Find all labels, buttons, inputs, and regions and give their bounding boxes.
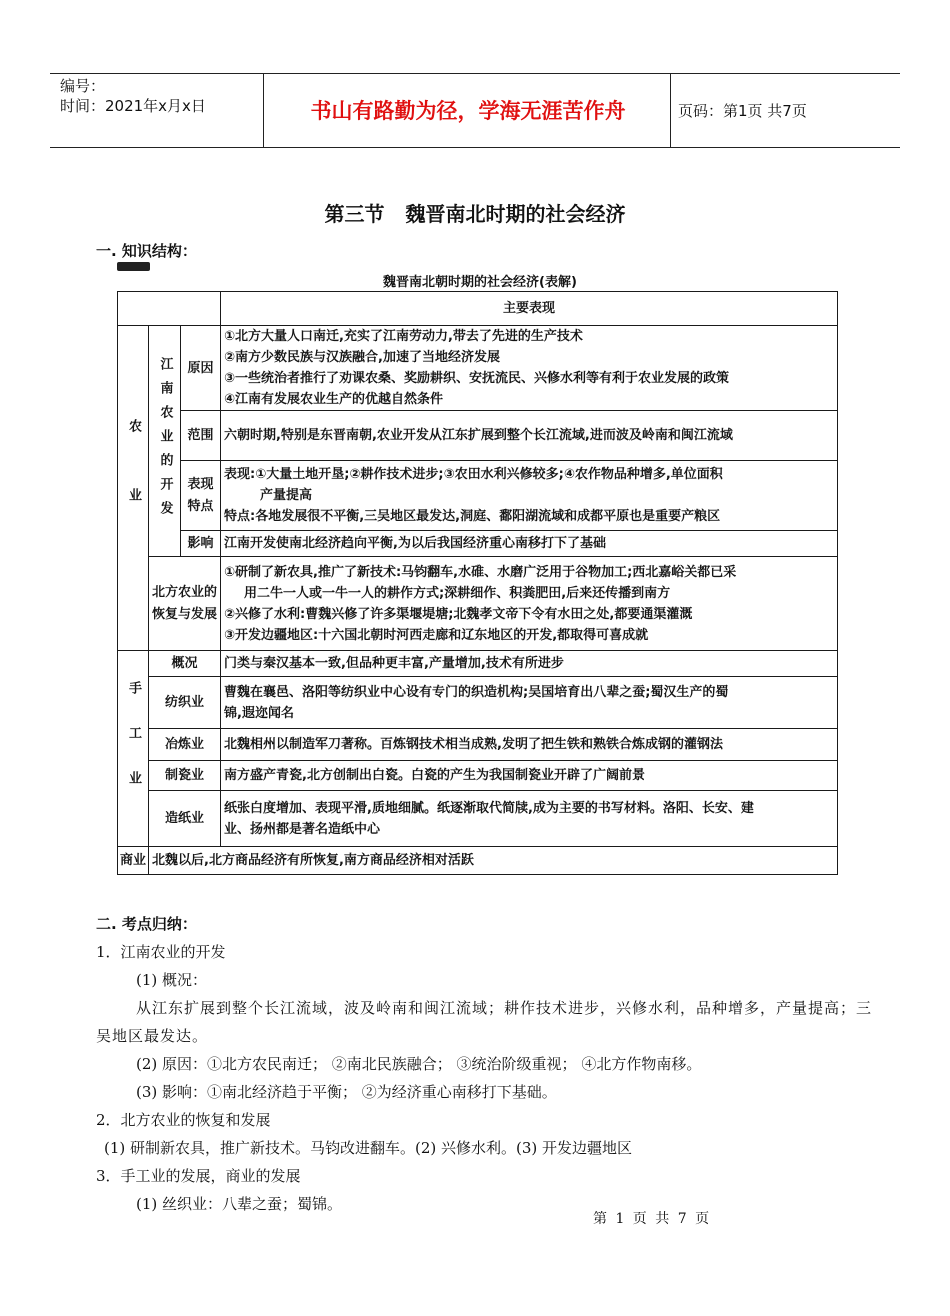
point-line: (1) 研制新农具，推广新技术。马钧改进翻车。(2) 兴修水利。(3) 开发边疆地区 [104,1139,633,1157]
header-top-rule [50,73,900,74]
feature-label-text: 表现特点 [187,476,214,514]
table-caption: 魏晋南北朝时期的社会经济(表解) [383,275,577,290]
north-line: ①研制了新农具,推广了新技术:马钧翻车,水碓、水磨广泛用于谷物加工;西北嘉峪关都已采 [224,564,737,580]
textile-line: 锦,遐迩闻名 [224,705,294,721]
scope-label: 范围 [181,411,221,461]
table-row [118,761,838,791]
agriculture-label: 农业 [126,419,141,557]
feature-label [181,461,221,531]
header-divider-left [263,73,264,147]
table-row [118,791,838,847]
feature-line: 表现:①大量土地开垦;②耕作技术进步;③农田水利兴修较多;④农作物品种增多,单位面积 [224,467,723,482]
subcategory-jiangnan [149,326,181,557]
north-line: ③开发边疆地区:十六国北朝时河西走廊和辽东地区的开发,都取得可喜成就 [224,627,649,643]
table-row [118,557,838,651]
key-points [96,910,876,1218]
point-heading: 1．江南农业的开发 [96,943,226,961]
point-heading: 3．手工业的发展，商业的发展 [96,1167,301,1185]
north-label: 北方农业的恢复与发展 [149,557,221,651]
scan-mark [117,262,150,271]
section-heading-structure: 一. 知识结构： [96,242,197,260]
north-cell [221,557,838,651]
handicraft-label: 手工业 [126,681,141,816]
commerce-label: 商业 [118,847,149,875]
table-row [118,729,838,761]
category-agriculture [118,326,149,651]
table-header-row [118,292,838,326]
header-page-number: 页码：第1页 共7页 [678,102,807,120]
impact-label: 影响 [181,531,221,557]
point-line: (1) 丝织业：八辈之蚕；蜀锦。 [136,1195,343,1213]
point-paragraph: 从江东扩展到整个长江流域，波及岭南和闽江流域；耕作技术进步，兴修水利，品种增多，产量提高；三吴地区最发达。 [96,999,873,1045]
north-line: ②兴修了水利:曹魏兴修了许多渠堰堤塘;北魏孝文帝下令有水田之处,都要通渠灌溉 [224,606,693,622]
reasons-cell [221,326,838,411]
knowledge-table [117,291,838,875]
scope-cell: 六朝时期,特别是东晋南朝,农业开发从江东扩展到整个长江流域,进而波及岭南和闽江流域 [221,411,838,461]
paper-line: 业、扬州都是著名造纸中心 [224,821,381,837]
table-row [118,411,838,461]
header-time: 时间：2021年x月x日 [60,97,206,115]
header-motto: 书山有路勤为径，学海无涯苦作舟 [310,99,626,123]
point-line: (1) 概况： [136,971,208,989]
header-divider-right [670,73,671,147]
paper-label: 造纸业 [149,791,221,847]
overview-cell: 门类与秦汉基本一致,但品种更丰富,产量增加,技术有所进步 [221,651,838,677]
north-line: 用二牛一人或一牛一人的耕作方式;深耕细作、积粪肥田,后来还传播到南方 [244,585,671,601]
point-heading: 2．北方农业的恢复和发展 [96,1111,271,1129]
overview-label: 概况 [149,651,221,677]
page-footer: 第 1 页 共 7 页 [593,1211,710,1227]
textile-label: 纺织业 [149,677,221,729]
header-number: 编号： [60,77,106,95]
feature-cell [221,461,838,531]
reason-item: ①北方大量人口南迁,充实了江南劳动力,带去了先进的生产技术 [224,329,583,344]
feature-line: 产量提高 [260,488,313,503]
reason-item: ②南方少数民族与汉族融合,加速了当地经济发展 [224,350,500,365]
point-line: (2) 原因：①北方农民南迁； ②南北民族融合； ③统治阶级重视； ④北方作物南移。 [136,1055,702,1073]
commerce-cell: 北魏以后,北方商品经济有所恢复,南方商品经济相对活跃 [149,847,838,875]
impact-cell: 江南开发使南北经济趋向平衡,为以后我国经济重心南移打下了基础 [221,531,838,557]
page-title: 第三节 魏晋南北时期的社会经济 [324,202,626,226]
header-bottom-rule [50,147,900,148]
table-row [118,847,838,875]
table-header: 主要表现 [221,292,838,326]
porcelain-cell: 南方盛产青瓷,北方创制出白瓷。白瓷的产生为我国制瓷业开辟了广阔前景 [221,761,838,791]
jiangnan-label: 江南农业的开发 [157,357,173,525]
paper-line: 纸张白度增加、表现平滑,质地细腻。纸逐渐取代简牍,成为主要的书写材料。洛阳、长安、建 [224,800,754,816]
section-heading-points: 二. 考点归纳： [96,915,197,933]
point-line: (3) 影响：①南北经济趋于平衡； ②为经济重心南移打下基础。 [136,1083,557,1101]
table-row [118,677,838,729]
table-row [118,531,838,557]
smelt-label: 冶炼业 [149,729,221,761]
textile-line: 曹魏在襄邑、洛阳等纺织业中心设有专门的织造机构;吴国培育出八辈之蚕;蜀汉生产的蜀 [224,684,729,700]
reason-item: ④江南有发展农业生产的优越自然条件 [224,392,444,407]
table-row [118,651,838,677]
table-row [118,461,838,531]
feature-line: 特点:各地发展很不平衡,三吴地区最发达,洞庭、鄱阳湖流域和成都平原也是重要产粮区 [224,509,721,524]
header-meta [60,76,206,116]
category-handicraft [118,651,149,847]
reason-label: 原因 [181,326,221,411]
smelt-cell: 北魏相州以制造军刀著称。百炼钢技术相当成熟,发明了把生铁和熟铁合炼成钢的灌钢法 [221,729,838,761]
reason-item: ③一些统治者推行了劝课农桑、奖励耕织、安抚流民、兴修水利等有利于农业发展的政策 [224,371,730,386]
paper-cell [221,791,838,847]
textile-cell [221,677,838,729]
table-row [118,326,838,411]
porcelain-label: 制瓷业 [149,761,221,791]
